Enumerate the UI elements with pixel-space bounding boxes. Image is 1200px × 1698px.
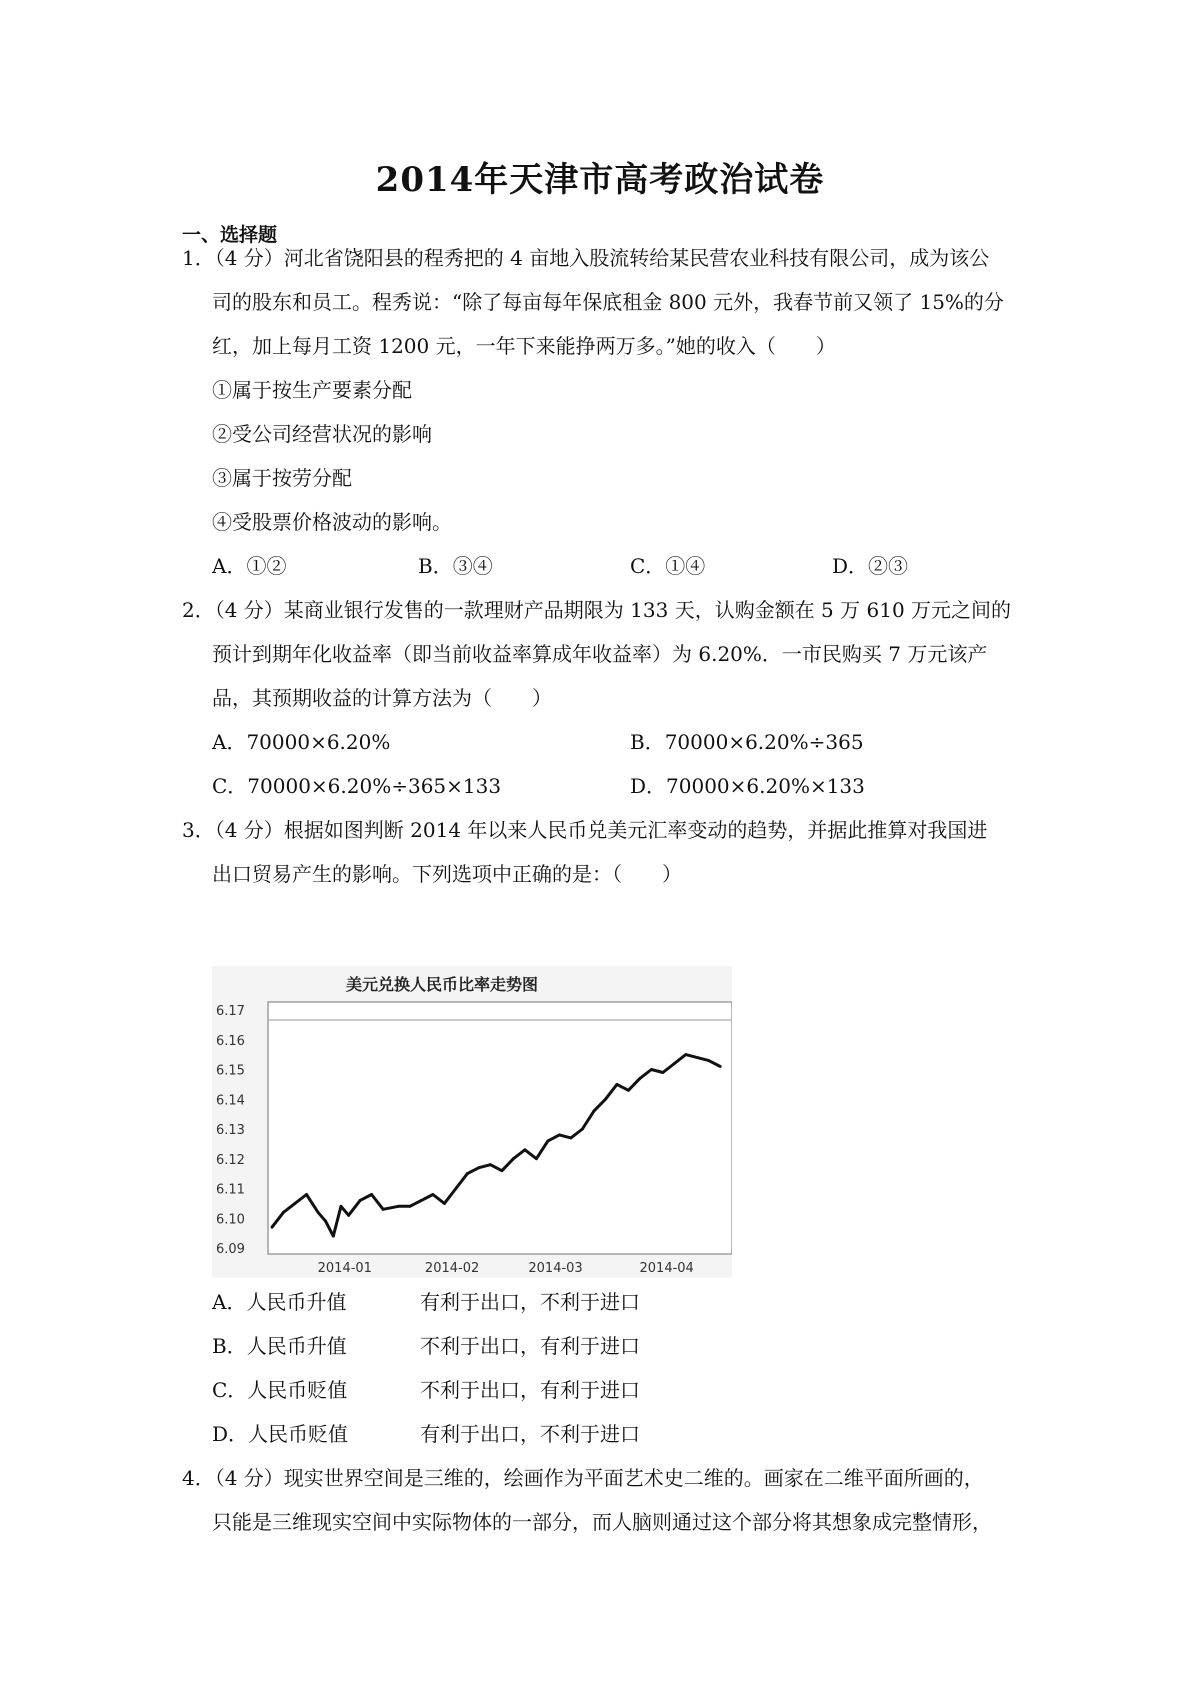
data-point <box>639 1077 642 1080</box>
data-point <box>707 1059 710 1062</box>
data-point <box>455 1187 458 1190</box>
q1-option-d[interactable]: D．②③ <box>832 554 909 578</box>
data-point <box>324 1220 327 1223</box>
data-point <box>347 1214 350 1217</box>
x-tick-label: 2014-04 <box>639 1261 694 1276</box>
y-tick-label: 6.16 <box>216 1033 245 1049</box>
q3-option-a[interactable]: A．人民币升值 <box>212 1290 347 1314</box>
data-point <box>696 1056 699 1059</box>
q2-option-d[interactable]: D．70000×6.20%×133 <box>630 774 865 798</box>
q2-line-2: 预计到期年化收益率（即当前收益率算成年收益率）为 6.20%．一市民购买 7 万元该产 <box>212 642 988 666</box>
q1-statement-1: ①属于按生产要素分配 <box>212 378 412 402</box>
q4-line-1: 4．（4 分）现实世界空间是三维的，绘画作为平面艺术史二维的。画家在二维平面所画的， <box>182 1466 984 1490</box>
data-point <box>409 1205 412 1208</box>
q3-option-c-effect: 不利于出口，有利于进口 <box>420 1378 640 1402</box>
data-point <box>501 1169 504 1172</box>
q4-line-2: 只能是三维现实空间中实际物体的一部分，而人脑则通过这个部分将其想象成完整情形， <box>212 1510 992 1534</box>
y-axis-ticks <box>216 1004 245 1257</box>
q2-line-1: 2．（4 分）某商业银行发售的一款理财产品期限为 133 天，认购金额在 5 万 610 万元之间的 <box>182 598 1012 622</box>
chart-svg <box>212 966 732 1278</box>
q3-option-c-row <box>212 1376 812 1404</box>
q1-options <box>212 552 1072 580</box>
y-tick-label: 6.13 <box>216 1123 245 1138</box>
q1-statement-3: ③属于按劳分配 <box>212 466 352 490</box>
data-point <box>317 1211 320 1214</box>
data-point <box>294 1202 297 1205</box>
y-tick-label: 6.11 <box>216 1182 245 1198</box>
data-point <box>604 1098 607 1101</box>
q1-statement-2: ②受公司经营状况的影响 <box>212 422 432 446</box>
q3-option-b[interactable]: B．人民币升值 <box>212 1334 347 1358</box>
data-point <box>593 1110 596 1113</box>
data-point <box>524 1148 527 1151</box>
data-point <box>616 1083 619 1086</box>
data-point <box>282 1211 285 1214</box>
q1-option-c[interactable]: C．①④ <box>630 554 706 578</box>
x-tick-label: 2014-03 <box>528 1261 583 1276</box>
chart-title: 美元兑换人民币比率走势图 <box>345 975 539 994</box>
q2-option-c[interactable]: C．70000×6.20%÷365×133 <box>212 774 502 798</box>
q3-line-1: 3．（4 分）根据如图判断 2014 年以来人民币兑美元汇率变动的趋势，并据此推算对我国进 <box>182 818 988 842</box>
data-point <box>662 1071 665 1074</box>
q2-option-b[interactable]: B．70000×6.20%÷365 <box>630 730 864 754</box>
q3-option-a-effect: 有利于出口，不利于进口 <box>420 1290 640 1314</box>
q3-option-a-row <box>212 1288 812 1316</box>
x-tick-label: 2014-02 <box>424 1261 480 1276</box>
q2-options-row-2 <box>212 772 1072 800</box>
data-point <box>420 1199 423 1202</box>
q3-option-c[interactable]: C．人民币贬值 <box>212 1378 348 1402</box>
data-point <box>719 1065 722 1068</box>
y-tick-label: 6.14 <box>216 1093 245 1109</box>
data-point <box>443 1202 446 1205</box>
data-point <box>535 1157 538 1160</box>
y-tick-label: 6.10 <box>216 1212 245 1228</box>
q2-option-a[interactable]: A．70000×6.20% <box>212 730 391 754</box>
data-point <box>340 1205 343 1208</box>
data-point <box>512 1157 515 1160</box>
q3-option-b-effect: 不利于出口，有利于进口 <box>420 1334 640 1358</box>
y-tick-label: 6.12 <box>216 1152 245 1168</box>
data-point <box>547 1140 550 1143</box>
data-point <box>466 1172 469 1175</box>
page-title: 2014年天津市高考政治试卷 <box>375 160 825 200</box>
data-point <box>570 1137 573 1140</box>
data-point <box>581 1128 584 1131</box>
data-point <box>359 1199 362 1202</box>
data-point <box>478 1166 481 1169</box>
q1-line-3: 红，加上每月工资 1200 元，一年下来能挣两万多。”她的收入（ ） <box>212 334 836 358</box>
y-tick-label: 6.09 <box>216 1242 245 1257</box>
data-point <box>397 1205 400 1208</box>
x-tick-label: 2014-01 <box>317 1261 372 1276</box>
q1-option-b[interactable]: B．③④ <box>418 554 493 578</box>
data-point <box>332 1235 335 1238</box>
y-tick-label: 6.15 <box>216 1063 245 1079</box>
q3-line-2: 出口贸易产生的影响。下列选项中正确的是：（ ） <box>212 862 682 886</box>
q2-options-row-1 <box>212 728 1072 756</box>
q1-line-2: 司的股东和员工。程秀说：“除了每亩每年保底租金 800 元外，我春节前又领了 15%的分 <box>212 290 1004 314</box>
data-point <box>432 1193 435 1196</box>
data-point <box>382 1208 385 1211</box>
q3-option-d[interactable]: D．人民币贬值 <box>212 1422 349 1446</box>
data-point <box>305 1193 308 1196</box>
y-tick-label: 6.17 <box>216 1004 245 1019</box>
q3-option-d-row <box>212 1420 812 1448</box>
q3-option-b-row <box>212 1332 812 1360</box>
data-point <box>271 1226 274 1229</box>
data-point <box>673 1062 676 1065</box>
data-point <box>684 1053 687 1056</box>
section-heading: 一、选择题 <box>182 224 278 246</box>
q1-option-a[interactable]: A．①② <box>212 554 287 578</box>
q3-option-d-effect: 有利于出口，不利于进口 <box>420 1422 640 1446</box>
exchange-rate-chart <box>212 966 732 1278</box>
data-point <box>650 1068 653 1071</box>
data-point <box>489 1163 492 1166</box>
q1-statement-4: ④受股票价格波动的影响。 <box>212 510 452 534</box>
q2-line-3: 品，其预期收益的计算方法为（ ） <box>212 686 552 710</box>
data-point <box>370 1193 373 1196</box>
data-point <box>627 1089 630 1092</box>
data-point <box>558 1134 561 1137</box>
q1-line-1: 1．（4 分）河北省饶阳县的程秀把的 4 亩地入股流转给某民营农业科技有限公司，成为该公 <box>182 246 990 270</box>
